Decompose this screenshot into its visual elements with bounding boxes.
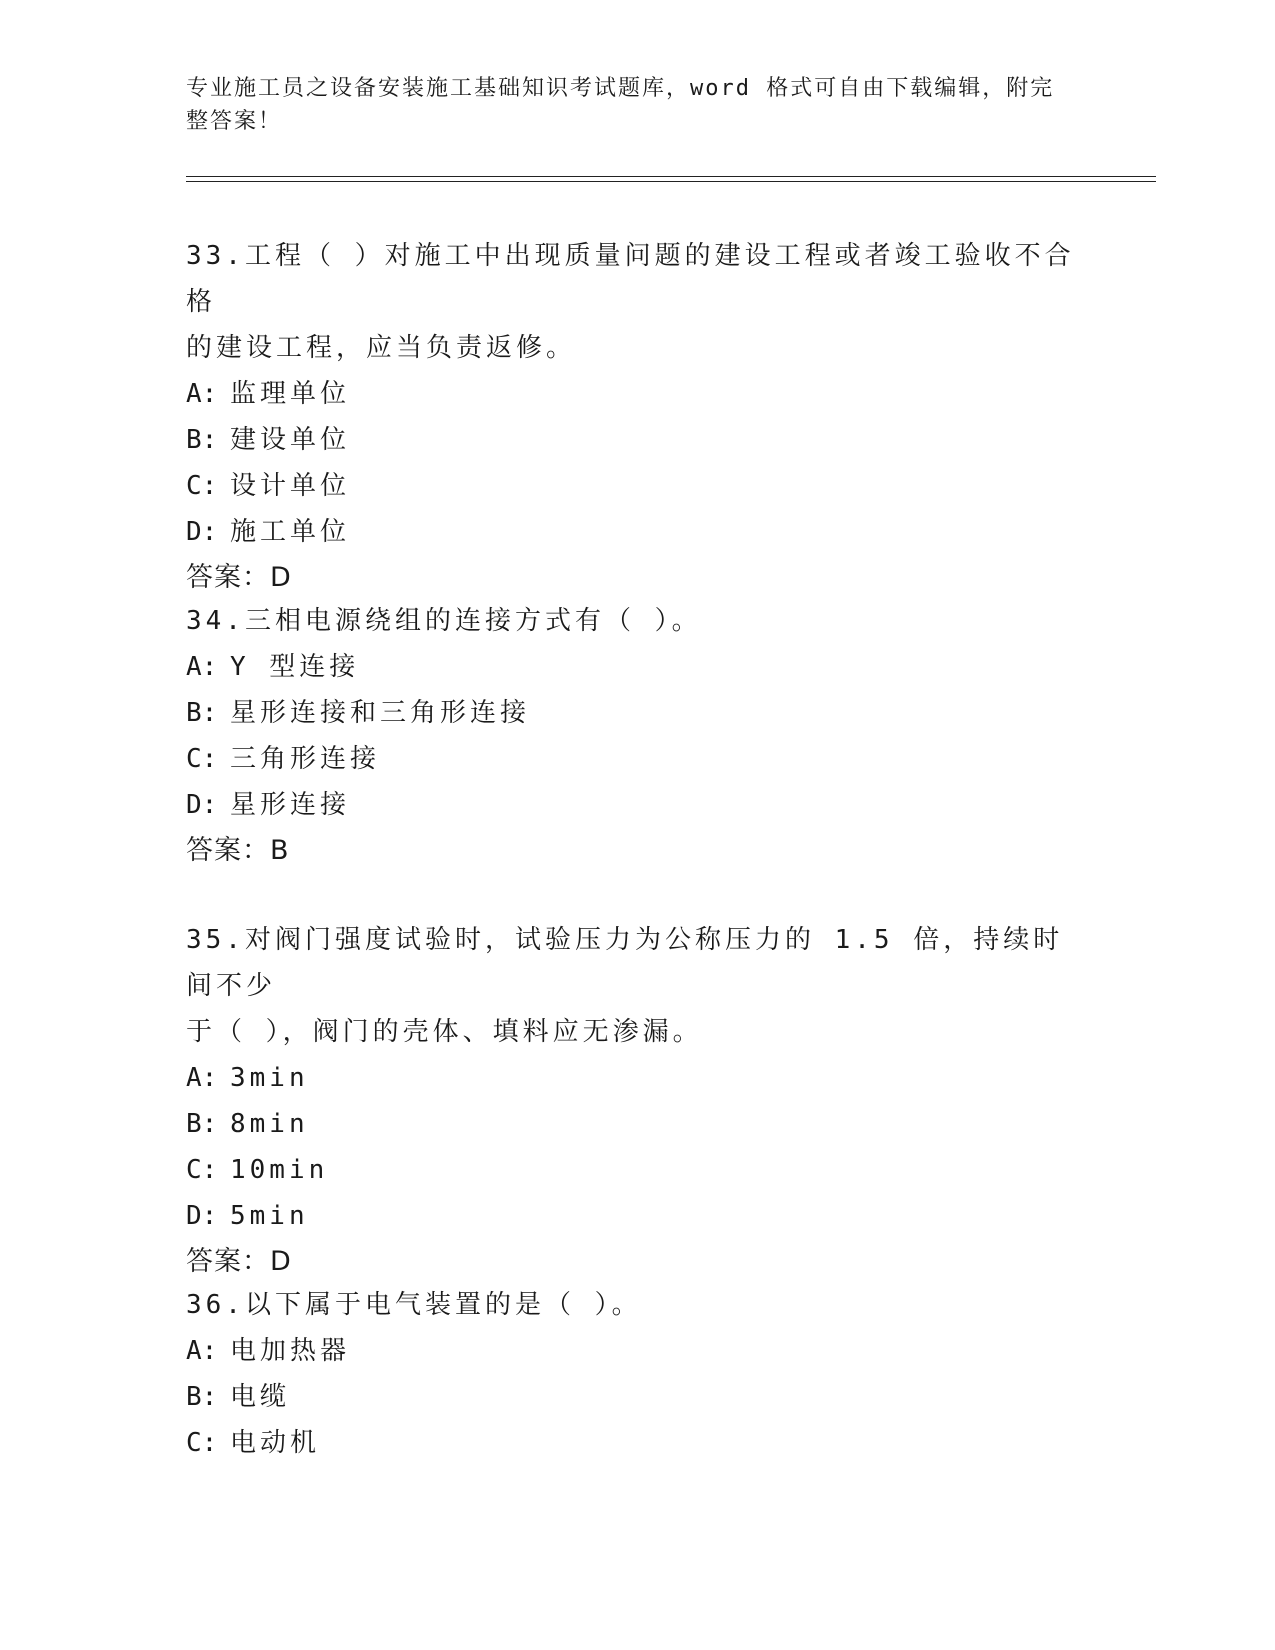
question-stem-line-1: 36.以下属于电气装置的是（ ）。: [186, 1290, 642, 1320]
option-text: 星形连接和三角形连接: [230, 698, 531, 728]
option-letter: C:: [186, 471, 218, 501]
answer-value: D: [270, 562, 292, 593]
question-stem-line-1: 35.对阀门强度试验时，试验压力为公称压力的 1.5 倍，持续时间不少: [186, 925, 1064, 1001]
option-text: 三角形连接: [230, 744, 381, 774]
answer-label: 答案：: [186, 835, 270, 866]
question-stem-line-1: 33.工程（ ）对施工中出现质量问题的建设工程或者竣工验收不合格: [186, 241, 1075, 317]
question-34: [186, 598, 1086, 874]
option-text: 设计单位: [230, 471, 351, 501]
option-b: [186, 690, 1086, 736]
option-a: [186, 1055, 1086, 1101]
question-36: [186, 1282, 1086, 1466]
option-text: 监理单位: [230, 379, 351, 409]
option-text: 电动机: [230, 1428, 321, 1458]
option-c: [186, 736, 1086, 782]
document-header: [186, 72, 1086, 138]
option-letter: D:: [186, 517, 218, 547]
option-letter: A:: [186, 1336, 218, 1366]
option-text: 星形连接: [230, 790, 351, 820]
option-text: 电缆: [230, 1382, 291, 1412]
option-a: [186, 644, 1086, 690]
option-letter: D:: [186, 1201, 218, 1231]
option-c: [186, 1147, 1086, 1193]
option-letter: B:: [186, 1109, 218, 1139]
option-letter: A:: [186, 1063, 218, 1093]
answer-value: B: [270, 835, 290, 866]
answer-label: 答案：: [186, 562, 270, 593]
option-letter: B:: [186, 1382, 218, 1412]
option-text: 建设单位: [230, 425, 351, 455]
header-divider-top: [186, 176, 1156, 177]
option-letter: C:: [186, 1428, 218, 1458]
answer-line: [186, 1239, 1086, 1285]
option-letter: C:: [186, 1155, 218, 1185]
option-text: 10min: [230, 1155, 329, 1185]
option-text: Y 型连接: [230, 652, 360, 682]
question-35: [186, 917, 1086, 1285]
option-text: 3min: [230, 1063, 309, 1093]
option-letter: D:: [186, 790, 218, 820]
option-a: [186, 371, 1086, 417]
option-d: [186, 1193, 1086, 1239]
option-letter: B:: [186, 698, 218, 728]
answer-line: [186, 828, 1086, 874]
answer-value: D: [270, 1246, 292, 1277]
option-letter: C:: [186, 744, 218, 774]
answer-label: 答案：: [186, 1246, 270, 1277]
option-c: [186, 1420, 1086, 1466]
option-a: [186, 1328, 1086, 1374]
option-letter: A:: [186, 379, 218, 409]
option-text: 5min: [230, 1201, 309, 1231]
question-stem-line-2: 于（ ），阀门的壳体、填料应无渗漏。: [186, 1017, 703, 1047]
answer-line: [186, 555, 1086, 601]
option-text: 8min: [230, 1109, 309, 1139]
option-text: 电加热器: [230, 1336, 351, 1366]
header-line-2: 整答案！: [186, 109, 283, 134]
option-b: [186, 1101, 1086, 1147]
option-text: 施工单位: [230, 517, 351, 547]
option-b: [186, 1374, 1086, 1420]
option-d: [186, 509, 1086, 555]
header-divider-bottom: [186, 181, 1156, 182]
option-letter: B:: [186, 425, 218, 455]
question-stem-line-2: 的建设工程，应当负责返修。: [186, 333, 577, 363]
header-line-1: 专业施工员之设备安装施工基础知识考试题库，word 格式可自由下载编辑，附完: [186, 76, 1055, 101]
option-c: [186, 463, 1086, 509]
question-33: [186, 233, 1086, 601]
question-stem-line-1: 34.三相电源绕组的连接方式有（ ）。: [186, 606, 702, 636]
option-letter: A:: [186, 652, 218, 682]
option-b: [186, 417, 1086, 463]
option-d: [186, 782, 1086, 828]
